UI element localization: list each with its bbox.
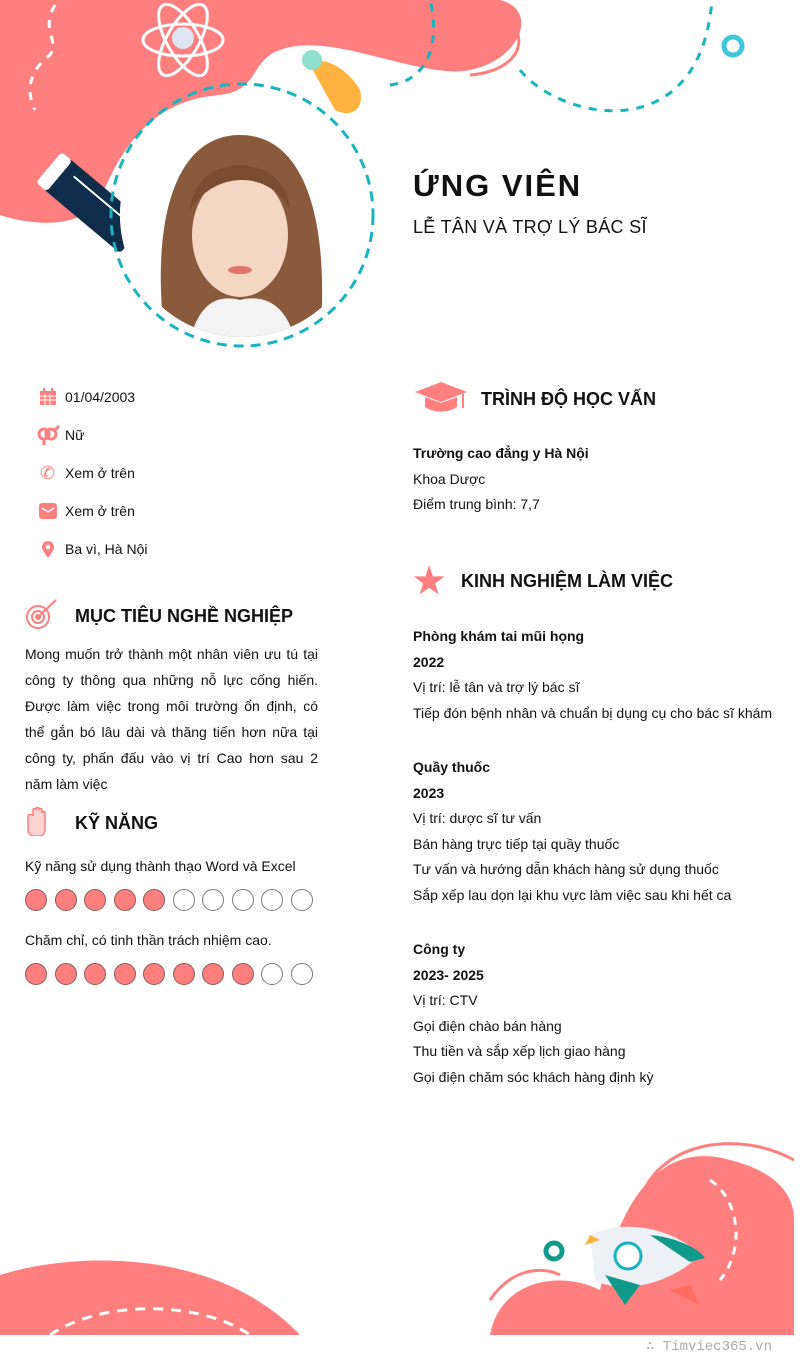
- calendar-icon: [30, 388, 65, 406]
- experience-line: Thu tiền và sắp xếp lịch giao hàng: [413, 1043, 626, 1059]
- contact-address: Ba vì, Hà Nội: [30, 530, 330, 568]
- gender-icon: [30, 425, 65, 445]
- experience-heading: ★ KINH NGHIỆM LÀM VIỆC: [413, 560, 674, 601]
- experience-line: Bán hàng trực tiếp tại quầy thuốc: [413, 835, 620, 852]
- education-entry: Trường cao đẳng y Hà Nội Khoa Dược Điểm trung bình: 7,7: [413, 445, 589, 512]
- location-icon: [30, 540, 65, 558]
- skills-heading: KỸ NĂNG: [25, 806, 158, 841]
- candidate-name: ỨNG VIÊN: [413, 168, 583, 203]
- experience-item: [413, 624, 772, 726]
- education-heading: TRÌNH ĐỘ HỌC VẤN: [413, 380, 656, 419]
- rating-dot: [25, 889, 47, 911]
- objective-heading: MỤC TIÊU NGHỀ NGHIỆP: [25, 598, 293, 635]
- rating-dot: [143, 889, 165, 911]
- experience-line: 2023- 2025: [413, 966, 484, 983]
- experience-line: Quầy thuốc: [413, 759, 491, 775]
- experience-list: [413, 624, 772, 1119]
- rating-dot: [25, 963, 47, 985]
- experience-line: Tư vấn và hướng dẫn khách hàng sử dụng thuốc: [413, 861, 719, 877]
- experience-item: [413, 755, 772, 908]
- rating-dot: [202, 963, 224, 985]
- rating-dot: [114, 889, 136, 911]
- rating-dot: [291, 889, 313, 911]
- experience-item: [413, 937, 772, 1090]
- rating-dot: [173, 889, 195, 911]
- rating-dot: [84, 889, 106, 911]
- star-icon: ★: [413, 560, 446, 601]
- experience-line: Vị trí: dược sĩ tư vấn: [413, 810, 542, 826]
- contact-list: [30, 378, 330, 568]
- hand-icon: [25, 806, 75, 841]
- skill-rating: [25, 963, 313, 985]
- experience-line: Tiếp đón bệnh nhân và chuẩn bị dụng cụ cho bác sĩ khám: [413, 704, 773, 721]
- contact-dob: 01/04/2003: [30, 378, 330, 416]
- rating-dot: [261, 963, 283, 985]
- skill-item: Chăm chỉ, có tinh thần trách nhiệm cao.: [25, 932, 313, 985]
- rating-dot: [143, 963, 165, 985]
- experience-line: Gọi điện chào bán hàng: [413, 1017, 562, 1034]
- experience-line: Phòng khám tai mũi họng: [413, 628, 585, 644]
- rating-dot: [261, 889, 283, 911]
- skill-rating: [25, 889, 313, 911]
- contact-phone: ✆ Xem ở trên: [30, 454, 330, 492]
- experience-line: 2022: [413, 653, 445, 670]
- experience-line: Sắp xếp lau dọn lại khu vực làm việc sau khi hết ca: [413, 886, 732, 903]
- experience-line: Gọi điện chăm sóc khách hàng định kỳ: [413, 1068, 654, 1085]
- rating-dot: [202, 889, 224, 911]
- rating-dot: [55, 963, 77, 985]
- graduation-cap-icon: [413, 380, 481, 419]
- rating-dot: [232, 963, 254, 985]
- experience-line: Vị trí: lễ tân và trợ lý bác sĩ: [413, 679, 580, 695]
- job-title: LỄ TÂN VÀ TRỢ LÝ BÁC SĨ: [413, 217, 647, 237]
- target-icon: [25, 598, 75, 635]
- rating-dot: [232, 889, 254, 911]
- rating-dot: [291, 963, 313, 985]
- phone-icon: ✆: [39, 462, 56, 483]
- email-icon: [30, 503, 65, 519]
- watermark: ∴ Timviec365.vn: [645, 1339, 772, 1355]
- rating-dot: [55, 889, 77, 911]
- rating-dot: [173, 963, 195, 985]
- objective-text: Mong muốn trở thành một nhân viên ưu tú tại công ty thông qua những nỗ lực cống hiến. Được làm việc trong môi trường ổn định, có thể gắn bó lâu dài và thăng tiến hơn nữa tại công ty, phấn đấu vào vị trí Cao hơn sau 2 năm làm việc: [25, 646, 318, 792]
- experience-line: Công ty: [413, 941, 466, 957]
- rating-dot: [84, 963, 106, 985]
- experience-line: 2023: [413, 784, 445, 801]
- contact-email: Xem ở trên: [30, 492, 330, 530]
- contact-gender: Nữ: [30, 416, 330, 454]
- experience-line: Vị trí: CTV: [413, 992, 478, 1008]
- rating-dot: [114, 963, 136, 985]
- skill-item: Kỹ năng sử dụng thành thạo Word và Excel: [25, 858, 313, 911]
